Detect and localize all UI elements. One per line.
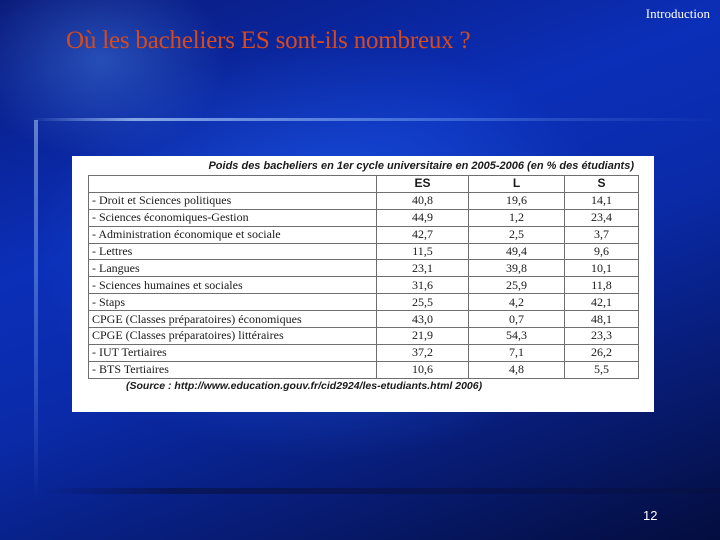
row-label: - Sciences humaines et sociales [89, 277, 377, 294]
row-label: - Lettres [89, 243, 377, 260]
cell-es: 25,5 [377, 294, 469, 311]
section-label: Introduction [645, 6, 710, 21]
table-row [89, 361, 639, 378]
cell-l: 0,7 [469, 311, 565, 328]
cell-s: 11,8 [565, 277, 639, 294]
table-row [89, 192, 639, 209]
cell-l: 39,8 [469, 260, 565, 277]
column-header-l: L [469, 176, 565, 193]
cell-s: 42,1 [565, 294, 639, 311]
row-label: - Sciences économiques-Gestion [89, 209, 377, 226]
table-figure [72, 156, 654, 412]
table-row [89, 328, 639, 345]
decorative-shadow [42, 488, 720, 494]
cell-l: 4,8 [469, 361, 565, 378]
cell-es: 21,9 [377, 328, 469, 345]
table-row [89, 243, 639, 260]
cell-es: 37,2 [377, 344, 469, 361]
cell-l: 1,2 [469, 209, 565, 226]
row-label: - Langues [89, 260, 377, 277]
slide-title: Où les bacheliers ES sont-ils nombreux ? [66, 27, 471, 54]
cell-l: 2,5 [469, 226, 565, 243]
cell-es: 10,6 [377, 361, 469, 378]
decorative-light-streak-vertical [34, 120, 38, 500]
row-label: - Administration économique et sociale [89, 226, 377, 243]
data-table [88, 175, 639, 379]
table-row [89, 344, 639, 361]
row-label: CPGE (Classes préparatoires) économiques [89, 311, 377, 328]
cell-l: 7,1 [469, 344, 565, 361]
row-label: - IUT Tertiaires [89, 344, 377, 361]
cell-s: 23,4 [565, 209, 639, 226]
cell-s: 5,5 [565, 361, 639, 378]
cell-l: 49,4 [469, 243, 565, 260]
cell-s: 9,6 [565, 243, 639, 260]
cell-es: 43,0 [377, 311, 469, 328]
cell-s: 14,1 [565, 192, 639, 209]
column-header-es: ES [377, 176, 469, 193]
cell-es: 31,6 [377, 277, 469, 294]
decorative-light-streak [30, 118, 720, 121]
cell-s: 26,2 [565, 344, 639, 361]
column-header-label [89, 176, 377, 193]
cell-s: 10,1 [565, 260, 639, 277]
cell-es: 11,5 [377, 243, 469, 260]
table-row [89, 260, 639, 277]
cell-es: 44,9 [377, 209, 469, 226]
table-row [89, 311, 639, 328]
table-header-row [89, 176, 639, 193]
source-note: (Source : http://www.education.gouv.fr/cid2924/les-etudiants.html 2006) [126, 379, 483, 392]
row-label: - Staps [89, 294, 377, 311]
cell-es: 40,8 [377, 192, 469, 209]
cell-es: 42,7 [377, 226, 469, 243]
row-label: - Droit et Sciences politiques [89, 192, 377, 209]
page-number: 12 [643, 508, 658, 523]
table-row [89, 294, 639, 311]
cell-s: 3,7 [565, 226, 639, 243]
cell-l: 25,9 [469, 277, 565, 294]
row-label: CPGE (Classes préparatoires) littéraires [89, 328, 377, 345]
cell-l: 54,3 [469, 328, 565, 345]
cell-s: 23,3 [565, 328, 639, 345]
table-row [89, 277, 639, 294]
figure-caption: Poids des bacheliers en 1er cycle universitaire en 2005-2006 (en % des étudiants) [208, 160, 634, 172]
cell-l: 19,6 [469, 192, 565, 209]
cell-es: 23,1 [377, 260, 469, 277]
table-row [89, 226, 639, 243]
cell-l: 4,2 [469, 294, 565, 311]
row-label: - BTS Tertiaires [89, 361, 377, 378]
cell-s: 48,1 [565, 311, 639, 328]
table-row [89, 209, 639, 226]
column-header-s: S [565, 176, 639, 193]
